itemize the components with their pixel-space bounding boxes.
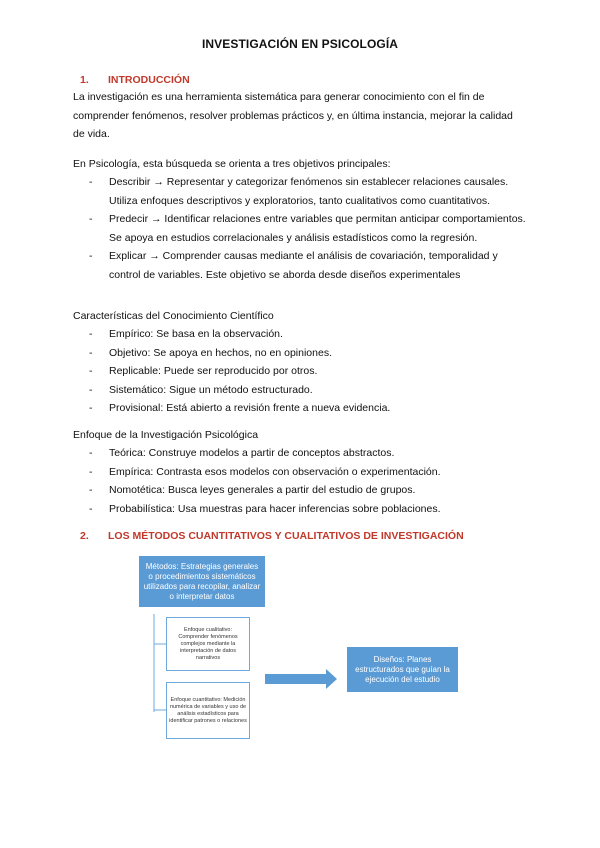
page-title: INVESTIGACIÓN EN PSICOLOGÍA [201, 37, 399, 51]
methods-box: Métodos: Estrategias generales o procedimientos sistemáticos utilizados para recopilar, analizar o interpretar datos [139, 556, 265, 607]
characteristic-text: Empírico: Se basa en la observación. [109, 328, 283, 340]
arrow-right-icon [265, 669, 337, 689]
approach-text: Teórica: Construye modelos a partir de conceptos abstractos. [109, 447, 395, 459]
list-item: - Explicar → Comprender causas mediante el análisis de covariación, temporalidad y control de variables. Este objetivo se aborda desde diseños experimentales [89, 250, 498, 281]
characteristic-text: Objetivo: Se apoya en hechos, no en opiniones. [109, 346, 332, 359]
qualitative-box: Enfoque cualitativo: Comprender fenómenos complejos mediante la interpretación de datos narrativos [166, 617, 250, 671]
approach-text: Empírica: Contrasta esos modelos con observación o experimentación. [109, 465, 441, 478]
section-1-title: INTRODUCCIÓN [108, 74, 190, 86]
list-item: - Teórica: Construye modelos a partir de conceptos abstractos. [89, 447, 395, 459]
list-item: - Replicable: Puede ser reproducido por otros. [89, 365, 318, 377]
list-item: - Objetivo: Se apoya en hechos, no en opiniones. [89, 346, 332, 359]
section-2-title: LOS MÉTODOS CUANTITATIVOS Y CUALITATIVOS DE INVESTIGACIÓN [108, 530, 464, 542]
intro-paragraph: La investigación es una herramienta sistemática para generar conocimiento con el fin de comprender fenómenos, resolver problemas prácticos y, en última instancia, mejorar la calidad de vida. [73, 91, 513, 140]
section-2-number: 2. [80, 530, 89, 542]
list-item: - Describir → Representar y categorizar fenómenos sin establecer relaciones causales. Utiliza enfoques descriptivos y exploratorios, tanto cualitativos como cuantitativos. [89, 176, 509, 207]
list-item: - Nomotética: Busca leyes generales a partir del estudio de grupos. [89, 484, 416, 496]
objectives-intro: En Psicología, esta búsqueda se orienta a tres objetivos principales: [73, 158, 391, 170]
characteristic-text: Provisional: Está abierto a revisión frente a nueva evidencia. [109, 402, 391, 414]
characteristics-heading: Características del Conocimiento Científico [73, 310, 274, 322]
list-item: - Empírica: Contrasta esos modelos con observación o experimentación. [89, 465, 441, 478]
approach-heading: Enfoque de la Investigación Psicológica [73, 429, 259, 441]
list-item: - Sistemático: Sigue un método estructurado. [89, 383, 313, 396]
section-1-number: 1. [80, 74, 89, 86]
list-item: - Probabilística: Usa muestras para hacer inferencias sobre poblaciones. [89, 502, 441, 515]
list-item: - Provisional: Está abierto a revisión frente a nueva evidencia. [89, 402, 391, 414]
characteristic-text: Replicable: Puede ser reproducido por otros. [109, 365, 318, 377]
objective-predict: Predecir → Identificar relaciones entre variables que permitan anticipar comportamientos. Se apoya en estudios correlacionales y análisis estadísticos como la regresión. [109, 213, 526, 244]
quantitative-box: Enfoque cuantitativo: Medición numérica de variables y uso de análisis estadísticos para identificar patrones o relaciones [166, 682, 250, 739]
characteristic-text: Sistemático: Sigue un método estructurado. [109, 383, 313, 396]
list-item: - Predecir → Identificar relaciones entre variables que permitan anticipar comportamientos. Se apoya en estudios correlacionales y análisis estadísticos como la regresión. [89, 213, 526, 244]
list-item: - Empírico: Se basa en la observación. [89, 328, 283, 340]
designs-box: Diseños: Planes estructurados que guían la ejecución del estudio [347, 647, 458, 692]
approach-text: Nomotética: Busca leyes generales a partir del estudio de grupos. [109, 484, 416, 496]
approach-text: Probabilística: Usa muestras para hacer inferencias sobre poblaciones. [109, 502, 441, 515]
objective-explain: Explicar → Comprender causas mediante el análisis de covariación, temporalidad y control de variables. Este objetivo se aborda desde diseños experimentales [109, 250, 498, 281]
objective-describe: Describir → Representar y categorizar fenómenos sin establecer relaciones causales. Utiliza enfoques descriptivos y exploratorios, tanto cualitativos como cuantitativos. [109, 176, 509, 207]
